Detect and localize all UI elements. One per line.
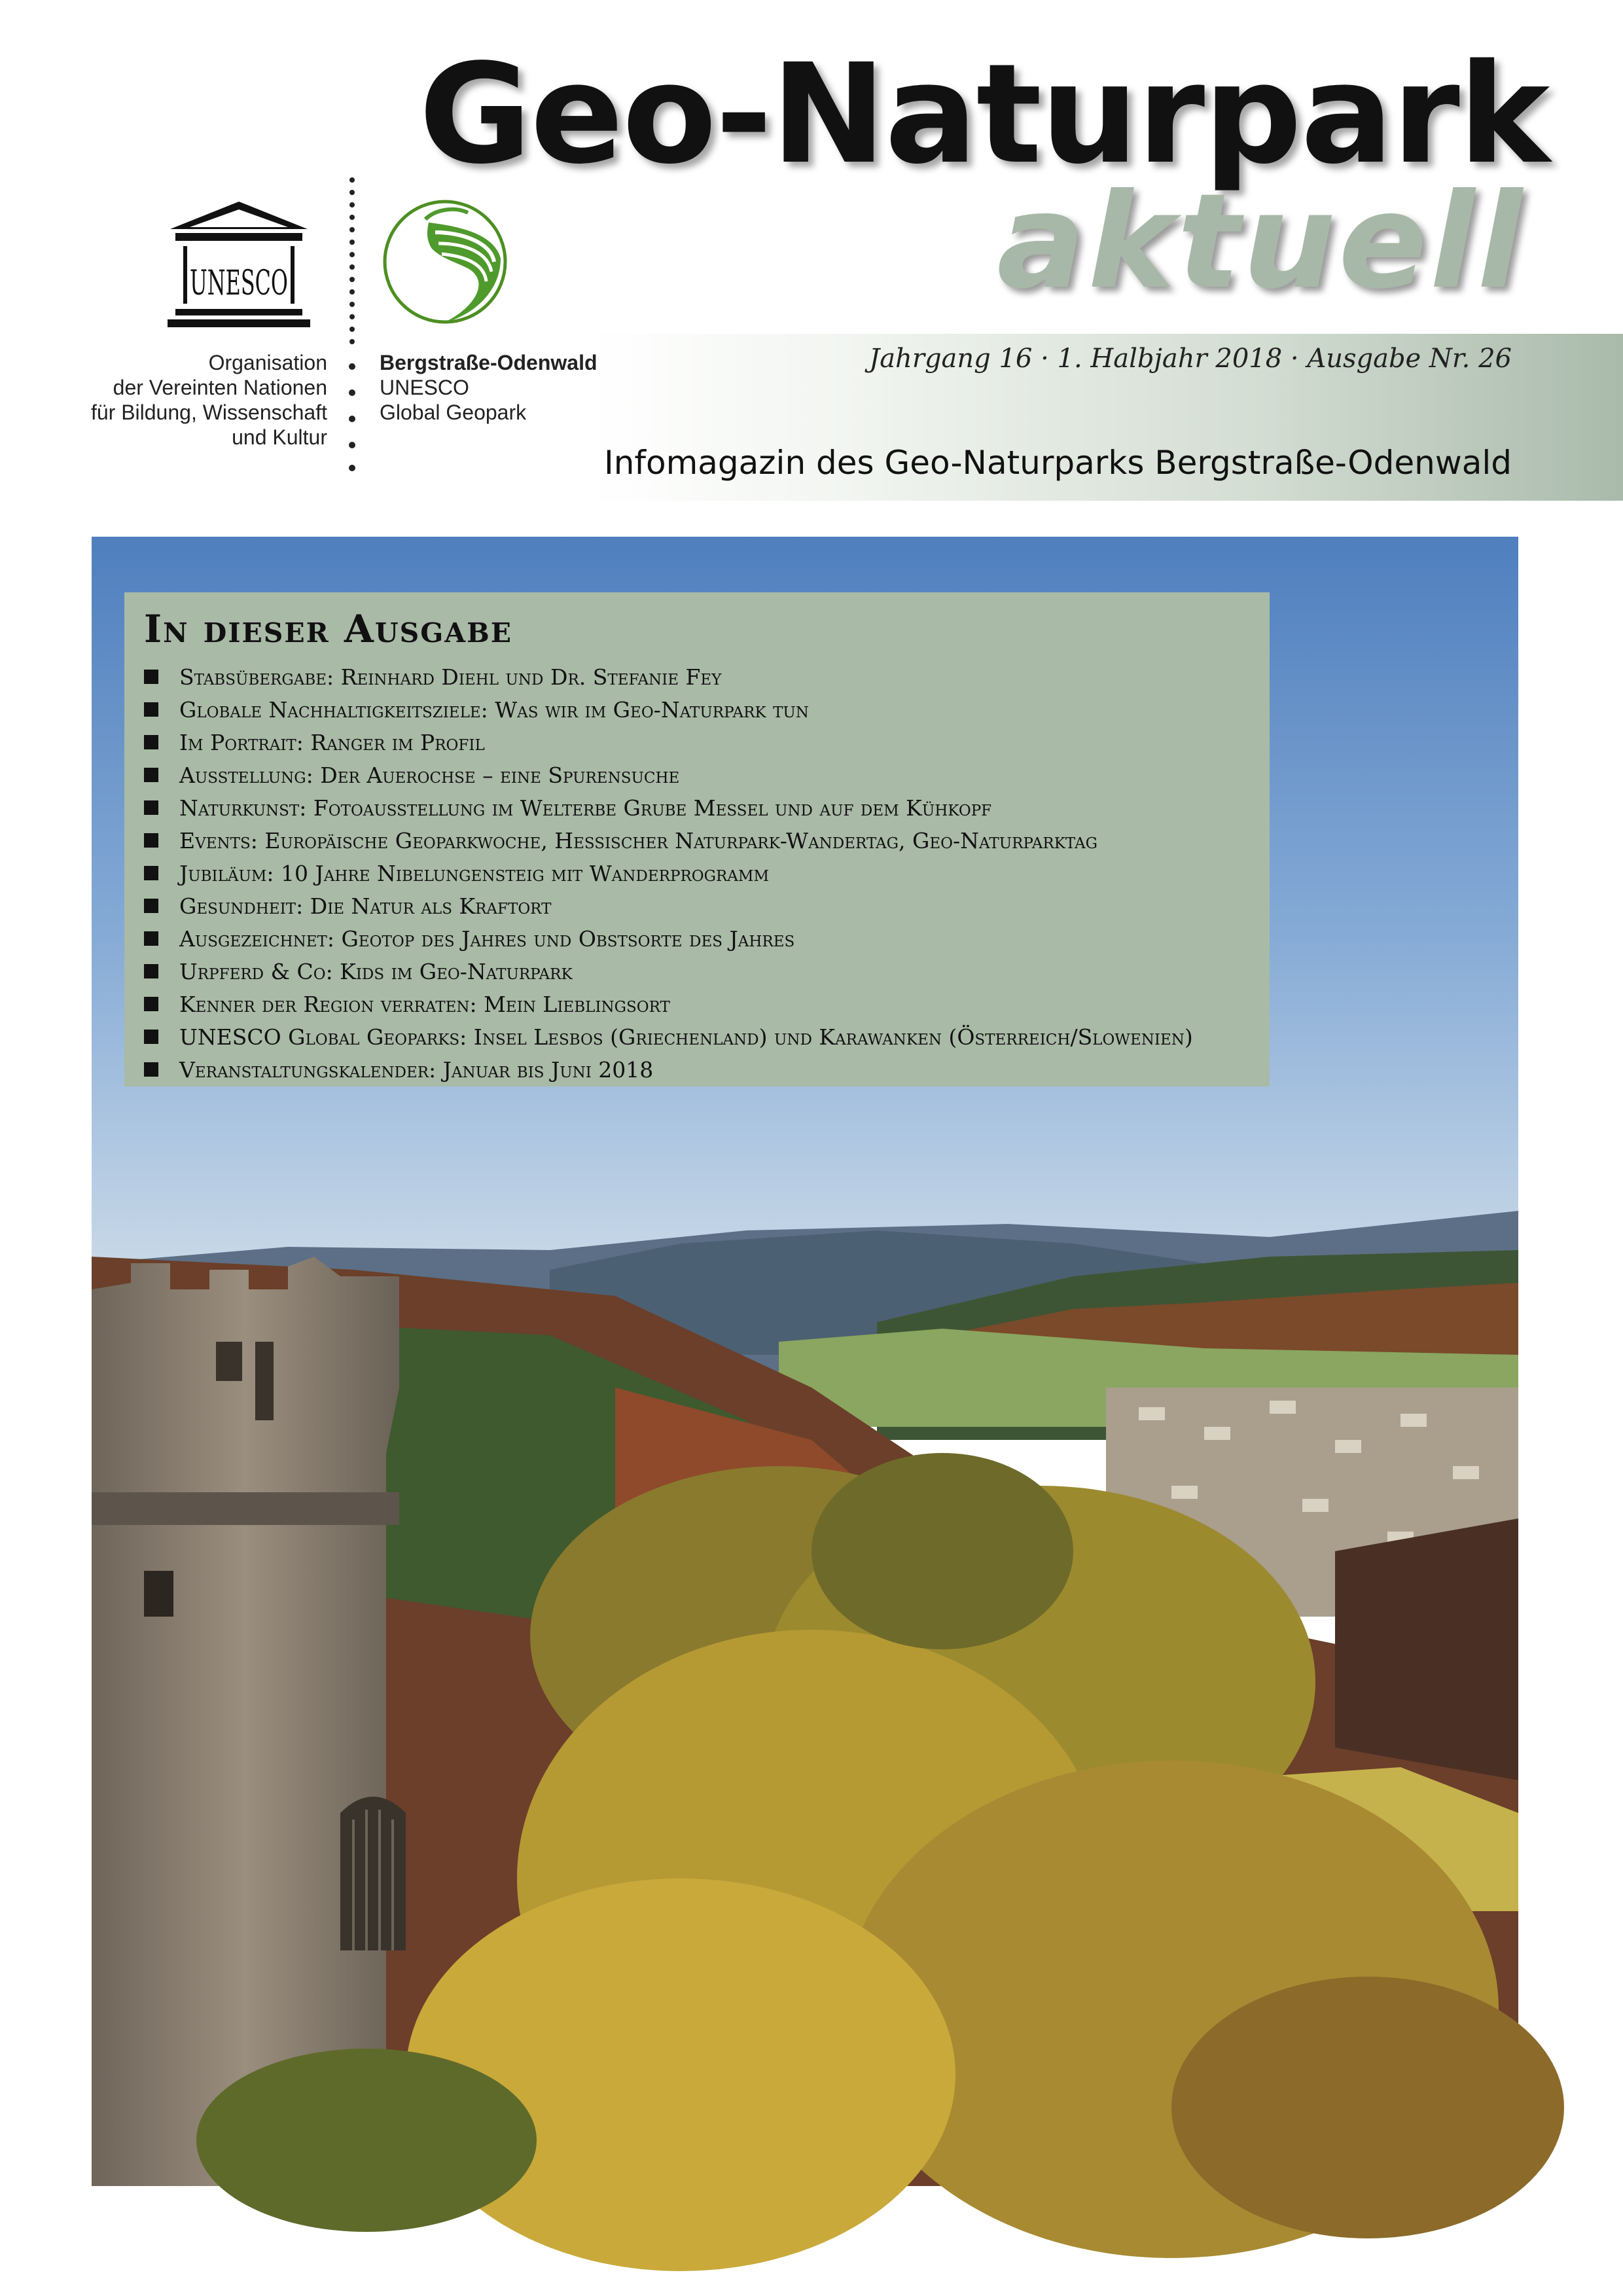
geopark-name-block — [380, 350, 707, 425]
square-bullet-icon — [144, 702, 158, 717]
toc-item — [144, 922, 1250, 955]
toc-item — [144, 955, 1250, 988]
toc-item — [144, 660, 1250, 693]
toc-item — [144, 988, 1250, 1020]
toc-item — [144, 857, 1250, 889]
toc-item-text: Im Portrait: Ranger im Profil — [179, 729, 485, 755]
toc-item-text: Jubiläum: 10 Jahre Nibelungensteig mit Wanderprogramm — [179, 860, 770, 886]
geopark-name: Bergstraße-Odenwald — [380, 351, 597, 374]
table-of-contents — [124, 592, 1270, 1086]
toc-item-text: Urpferd & Co: Kids im Geo-Naturpark — [179, 958, 573, 984]
toc-item-text: Naturkunst: Fotoausstellung im Welterbe Grube Messel und auf dem Kühkopf — [179, 795, 992, 821]
unesco-line: für Bildung, Wissenschaft — [90, 401, 327, 424]
toc-item-text: Veranstaltungskalender: Januar bis Juni 2018 — [179, 1056, 654, 1083]
square-bullet-icon — [144, 735, 158, 749]
dotted-divider — [347, 177, 357, 471]
square-bullet-icon — [144, 931, 158, 946]
toc-item — [144, 726, 1250, 759]
toc-item-text: Kenner der Region verraten: Mein Lieblingsort — [179, 991, 670, 1017]
toc-item-text: Stabsübergabe: Reinhard Diehl und Dr. Stefanie Fey — [179, 664, 722, 690]
square-bullet-icon — [144, 899, 158, 913]
magazine-title: Geo-Naturpark — [419, 34, 1549, 194]
toc-item — [144, 693, 1250, 726]
toc-item-text: Globale Nachhaltigkeitsziele: Was wir im Geo-Naturpark tun — [179, 696, 809, 723]
issue-line: Jahrgang 16 · 1. Halbjahr 2018 · Ausgabe Nr. 26 — [869, 344, 1512, 374]
magazine-tagline: Infomagazin des Geo-Naturparks Bergstraße-Odenwald — [603, 444, 1512, 482]
unesco-logo-text: UNESCO — [190, 264, 288, 303]
square-bullet-icon — [144, 670, 158, 684]
toc-item — [144, 759, 1250, 791]
square-bullet-icon — [144, 1030, 158, 1044]
toc-item — [144, 824, 1250, 857]
unesco-line: und Kultur — [232, 425, 327, 449]
square-bullet-icon — [144, 768, 158, 782]
geopark-logo-icon — [376, 196, 514, 327]
unesco-line: der Vereinten Nationen — [113, 376, 327, 399]
square-bullet-icon — [144, 997, 158, 1011]
toc-item — [144, 889, 1250, 922]
unesco-line: Organisation — [208, 351, 327, 374]
geopark-line: UNESCO — [380, 376, 469, 399]
toc-item — [144, 1020, 1250, 1053]
toc-item-text: Ausgezeichnet: Geotop des Jahres und Obstsorte des Jahres — [179, 925, 795, 952]
toc-item-text: UNESCO Global Geoparks: Insel Lesbos (Griechenland) und Karawanken (Österreich/Slowenien) — [179, 1024, 1193, 1050]
toc-item — [144, 791, 1250, 824]
unesco-organisation-text — [52, 350, 327, 450]
unesco-logo-icon — [164, 196, 314, 334]
toc-item-text: Gesundheit: Die Natur als Kraftort — [179, 893, 552, 919]
toc-item-text: Ausstellung: Der Auerochse – eine Spurensuche — [179, 762, 680, 788]
geopark-line: Global Geopark — [380, 401, 527, 424]
toc-item — [144, 1053, 1250, 1086]
square-bullet-icon — [144, 800, 158, 815]
magazine-title-aktuell: aktuell — [997, 166, 1525, 318]
toc-heading: In dieser Ausgabe — [144, 607, 513, 651]
square-bullet-icon — [144, 866, 158, 880]
toc-item-text: Events: Europäische Geoparkwoche, Hessischer Naturpark-Wandertag, Geo-Naturparktag — [179, 827, 1097, 853]
square-bullet-icon — [144, 964, 158, 978]
square-bullet-icon — [144, 1062, 158, 1077]
square-bullet-icon — [144, 833, 158, 848]
